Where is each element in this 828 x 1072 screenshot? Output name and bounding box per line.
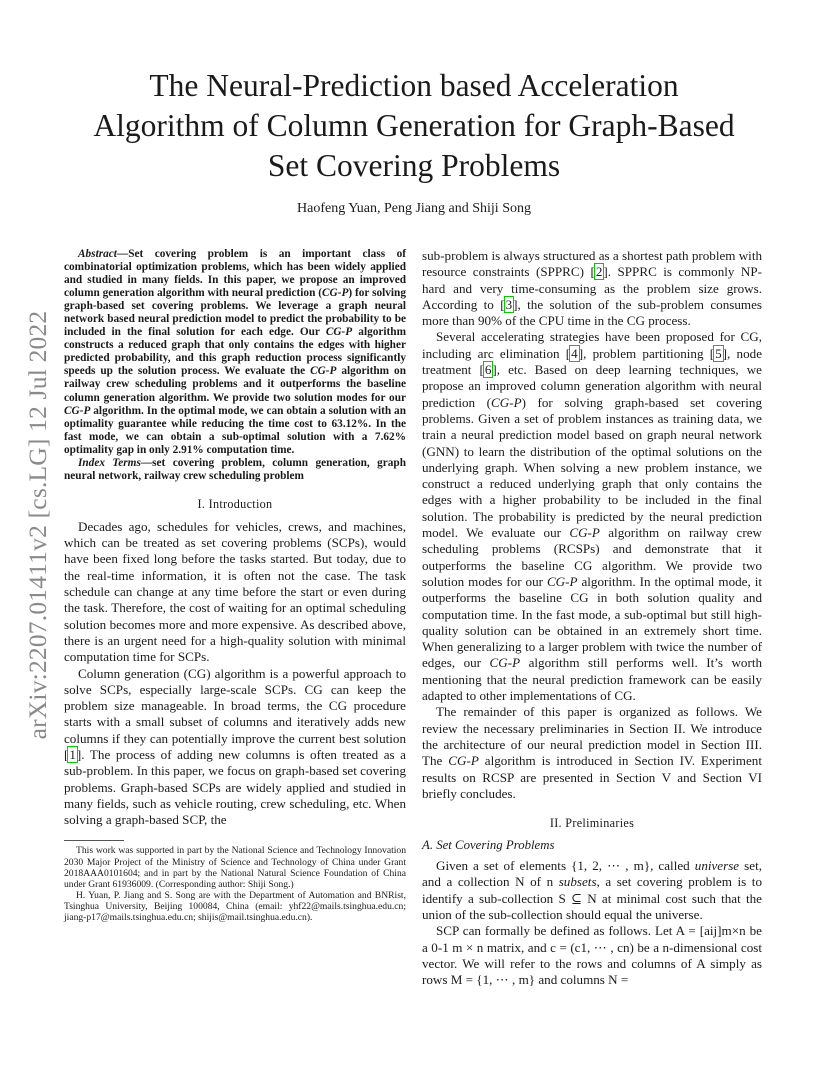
intro-paragraph-1: Decades ago, schedules for vehicles, crews, and machines, which can be treated as set covering problems (SCPs), would have been fixed long before the tasks started. But today, due to the real-time information, it is often not the case. The task schedule can change at any time before the start or even during the task. Therefore, the cost of waiting for an optimal scheduling solution becomes more and more expensive. As described above, there is an urgent need for a high-quality solution with minimal computation time for SCPs. bbox=[64, 518, 406, 665]
paper-title bbox=[60, 66, 768, 186]
arxiv-sidebar bbox=[18, 285, 58, 765]
index-terms: Index Terms—set covering problem, column generation, graph neural network, railway crew scheduling problem bbox=[64, 456, 406, 482]
citation-link[interactable]: 5 bbox=[715, 345, 722, 361]
title-line-3: Set Covering Problems bbox=[267, 148, 561, 183]
abstract-label: Abstract— bbox=[78, 248, 129, 260]
citation-link[interactable]: 6 bbox=[484, 362, 492, 378]
arxiv-identifier: arXiv:2207.01411v2 [cs.LG] 12 Jul 2022 bbox=[23, 310, 52, 740]
citation-link[interactable]: 1 bbox=[69, 747, 76, 762]
section-heading-introduction: I. Introduction bbox=[197, 496, 273, 511]
citation-link[interactable]: 2 bbox=[595, 264, 603, 280]
footnote-funding: This work was supported in part by the National Science and Technology Innovation 2030 Major Project of the Ministry of Science and Technology of China under Grant 2018AAA0101604; and in part by the National Natural Science Foundation of China under Grant 61936009. (Corresponding author: Shiji Song.) bbox=[64, 845, 406, 890]
right-paragraph-2: Several accelerating strategies have been proposed for CG, including arc elimination [4], problem partitioning [5], node treatment [6], etc. Based on deep learning techniques, we propose an improved column generation algorithm with neural prediction (CG-P) for solving graph-based set covering problems. Given a set of problem instances as training data, we train a neural prediction model based on graph neural network (GNN) to learn the distribution of the optimal solutions on the underlying graph. When solving a new problem instance, we construct a reduced underlying graph that only contains the edges with a higher probability to be included in the final solution. The probability is predicted by the neural prediction model. We evaluate our CG-P algorithm on railway crew scheduling problems (RCSPs) and demonstrate that it outperforms the baseline CG algorithm. We provide two solution modes for our CG-P algorithm. In the optimal mode, it outperforms the baseline CG in both solution quality and computation time. In the fast mode, a sub-optimal but still high-quality solution can be obtained in an extremely short time. When generalizing to a larger problem with twice the number of edges, our CG-P algorithm still performs well. It’s worth mentioning that the neural prediction framework can be easily adapted to other implementations of CG. bbox=[422, 329, 763, 704]
right-paragraph-5: SCP can formally be defined as follows. Let A = [aij]m×n be a 0-1 m × n matrix, and c = (c1, ⋯ , cn) be a n-dimensional cost vector. We will refer to the rows and columns of A simply as rows M = {1, ⋯ , m} and columns N = bbox=[422, 923, 762, 988]
right-column bbox=[422, 248, 762, 988]
abstract: Abstract—Set covering problem is an important class of combinatorial optimization problems, which has been widely applied and studied in many fields. In this paper, we propose an improved column generation algorithm with neural prediction (CG-P) for solving graph-based set covering problems. We leverage a graph neural network based neural prediction model to predict the probability to be included in the final solution for each edge. Our CG-P algorithm constructs a reduced graph that only contains the edges with higher predicted probability, and this graph reduction process significantly speeds up the solution process. We evaluate the CG-P algorithm on railway crew scheduling problems and it outperforms the baseline column generation algorithm. We provide two solution modes for our CG-P algorithm. In the optimal mode, we can obtain a solution with an optimality guarantee while reducing the time cost to 63.12%. In the fast mode, we can obtain a sub-optimal solution with a 7.62% optimality gap in only 2.91% computation time. bbox=[64, 248, 406, 456]
left-column bbox=[64, 248, 406, 923]
subsection-heading-set-covering: A. Set Covering Problems bbox=[422, 838, 555, 853]
title-line-1: The Neural-Prediction based Acceleration bbox=[149, 68, 679, 103]
right-paragraph-1: sub-problem is always structured as a shortest path problem with resource constraints (SPPRC) [2]. SPPRC is commonly NP-hard and very time-consuming as the problem size grows. According to [3], the solution of the sub-problem consumes more than 90% of the CPU time in the CG process. bbox=[422, 248, 763, 329]
right-paragraph-3: The remainder of this paper is organized as follows. We review the necessary preliminaries in Section II. We introduce the architecture of our neural prediction model in Section III. The CG-P algorithm is introduced in Section IV. Experiment results on RCSP are presented in Section V and Section VI briefly concludes. bbox=[422, 704, 762, 801]
section-heading-preliminaries: II. Preliminaries bbox=[549, 816, 635, 831]
footnote-affiliation: H. Yuan, P. Jiang and S. Song are with the Department of Automation and BNRist, Tsinghua University, Beijing 100084, China (email: yhf22@mails.tsinghua.edu.cn; jiang-p17@mails.tsinghua.edu.cn; shijis@mail.tsinghua.edu.cn). bbox=[64, 889, 406, 924]
footnote-divider bbox=[64, 840, 124, 841]
author-list: Haofeng Yuan, Peng Jiang and Shiji Song bbox=[297, 201, 531, 216]
right-paragraph-4: Given a set of elements {1, 2, ⋯ , m}, called universe set, and a collection N of n subsets, a set covering problem is to identify a sub-collection S ⊆ N at minimal cost such that the union of the sub-collection should equal the universe. bbox=[422, 858, 763, 922]
citation-link[interactable]: 4 bbox=[571, 345, 578, 361]
intro-paragraph-2: Column generation (CG) algorithm is a powerful approach to solve SCPs, especially large-scale SCPs. CG can keep the problem size manageable. In broad terms, the CG procedure starts with a small subset of columns and iteratively adds new columns if they can potentially improve the current best solution [1]. The process of adding new columns is often treated as a sub-problem. In this paper, we focus on graph-based set covering problems. Graph-based SCPs are widely applied and studied in many fields, such as vehicle routing, crew scheduling, etc. When solving a graph-based SCP, the bbox=[64, 665, 406, 828]
citation-link[interactable]: 3 bbox=[505, 296, 513, 312]
title-line-2: Algorithm of Column Generation for Graph-Based bbox=[93, 108, 735, 143]
